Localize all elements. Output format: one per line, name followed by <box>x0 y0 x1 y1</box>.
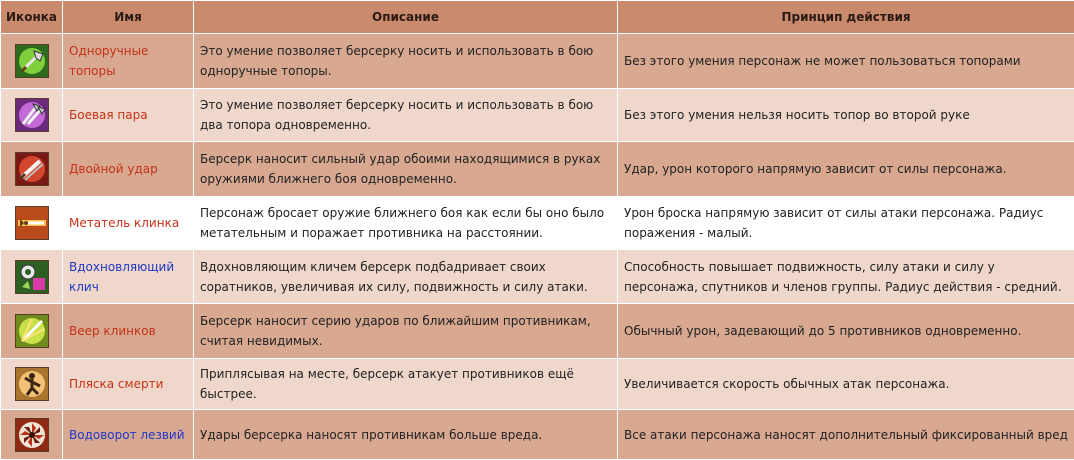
skill-name-cell <box>63 34 194 89</box>
table-row <box>1 410 1074 460</box>
header-principle: Принцип действия <box>618 1 1074 34</box>
skill-name[interactable]: Водоворот лезвий <box>69 425 187 445</box>
header-description: Описание <box>194 1 618 34</box>
skill-principle: Все атаки персонажа наносят дополнительный фиксированный вред <box>618 410 1074 460</box>
skill-description: Вдохновляющим кличем берсерк подбадривает своих соратников, увеличивая их силу, подвижность и силу атаки. <box>194 250 618 304</box>
skill-principle: Увеличивается скорость обычных атак персонажа. <box>618 359 1074 410</box>
icon-cell <box>1 304 63 359</box>
skill-name-cell <box>63 304 194 359</box>
skill-name[interactable]: Вдохновляющий клич <box>69 257 187 297</box>
icon-cell <box>1 89 63 142</box>
table-row <box>1 359 1074 410</box>
skill-name[interactable]: Веер клинков <box>69 321 187 341</box>
skill-name-cell <box>63 197 194 250</box>
table-row <box>1 197 1074 250</box>
skill-principle: Обычный урон, задевающий до 5 противников одновременно. <box>618 304 1074 359</box>
skill-name-cell <box>63 410 194 460</box>
blade-thrower-icon <box>15 206 49 240</box>
skill-name[interactable]: Пляска смерти <box>69 374 187 394</box>
skill-name-cell <box>63 250 194 304</box>
inspiring-cry-icon <box>15 260 49 294</box>
skill-principle: Без этого умения нельзя носить топор во второй руке <box>618 89 1074 142</box>
skill-principle: Способность повышает подвижность, силу атаки и силу у персонажа, спутников и членов группы. Радиус действия - средний. <box>618 250 1074 304</box>
icon-cell <box>1 250 63 304</box>
icon-cell <box>1 34 63 89</box>
death-dance-icon <box>15 367 49 401</box>
skill-name[interactable]: Боевая пара <box>69 105 187 125</box>
skill-description: Приплясывая на месте, берсерк атакует противников ещё быстрее. <box>194 359 618 410</box>
table-row <box>1 304 1074 359</box>
blade-vortex-icon <box>15 418 49 452</box>
skill-name-cell <box>63 359 194 410</box>
skill-name-cell <box>63 142 194 197</box>
table-row <box>1 89 1074 142</box>
skill-name[interactable]: Одноручные топоры <box>69 41 187 81</box>
header-row <box>1 1 1074 34</box>
table-row <box>1 142 1074 197</box>
header-icon: Иконка <box>1 1 63 34</box>
table-row <box>1 34 1074 89</box>
skill-principle: Удар, урон которого напрямую зависит от силы персонажа. <box>618 142 1074 197</box>
skill-name[interactable]: Двойной удар <box>69 159 187 179</box>
skill-description: Берсерк наносит сильный удар обоими находящимися в руках оружиями ближнего боя одновременно. <box>194 142 618 197</box>
icon-cell <box>1 142 63 197</box>
skill-description: Удары берсерка наносят противникам больше вреда. <box>194 410 618 460</box>
double-strike-icon <box>15 152 49 186</box>
icon-cell <box>1 359 63 410</box>
skill-description: Это умение позволяет берсерку носить и использовать в бою одноручные топоры. <box>194 34 618 89</box>
skill-name-cell <box>63 89 194 142</box>
skill-principle: Урон броска напрямую зависит от силы атаки персонажа. Радиус поражения - малый. <box>618 197 1074 250</box>
dual-axes-icon <box>15 98 49 132</box>
skill-description: Берсерк наносит серию ударов по ближайшим противникам, считая невидимых. <box>194 304 618 359</box>
blade-fan-icon <box>15 314 49 348</box>
header-name: Имя <box>63 1 194 34</box>
icon-cell <box>1 410 63 460</box>
one-handed-axe-icon <box>15 44 49 78</box>
table-row <box>1 250 1074 304</box>
icon-cell <box>1 197 63 250</box>
skill-description: Персонаж бросает оружие ближнего боя как если бы оно было метательным и поражает противника на расстоянии. <box>194 197 618 250</box>
skill-name[interactable]: Метатель клинка <box>69 213 187 233</box>
skill-principle: Без этого умения персонаж не может пользоваться топорами <box>618 34 1074 89</box>
skill-description: Это умение позволяет берсерку носить и использовать в бою два топора одновременно. <box>194 89 618 142</box>
